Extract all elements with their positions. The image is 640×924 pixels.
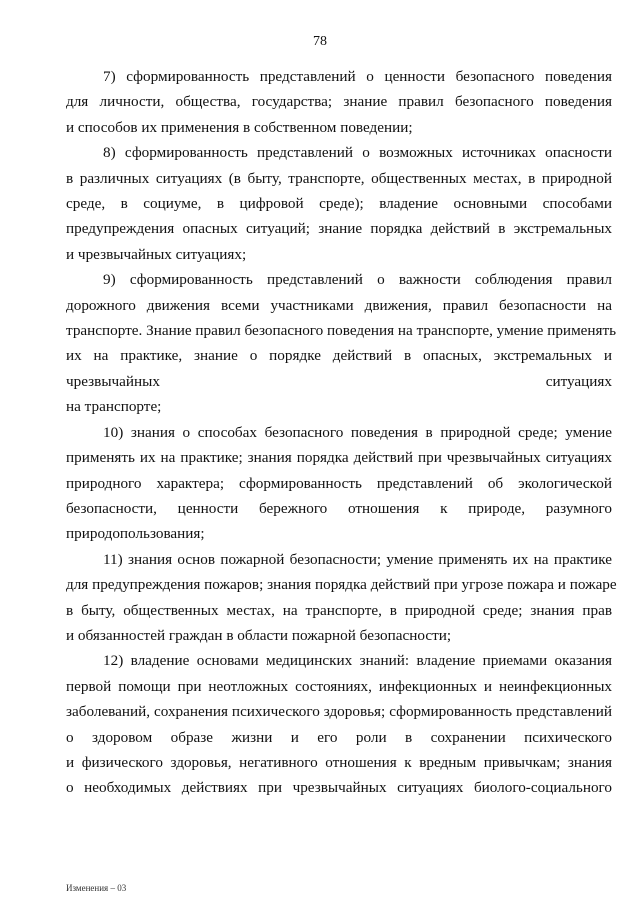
paragraph-9 bbox=[66, 267, 617, 419]
text-line: предупреждения опасных ситуаций; знание порядка действий в экстремальных bbox=[66, 220, 612, 238]
text-line: 11) знания основ пожарной безопасности; умение применять их на практике bbox=[103, 550, 612, 568]
text-line: на транспорте; bbox=[66, 398, 162, 416]
text-line: природного характера; сформированность представлений об экологической bbox=[66, 474, 612, 492]
text-line: природопользования; bbox=[66, 525, 205, 543]
paragraph-7 bbox=[66, 64, 612, 140]
text-line: 7) сформированность представлений о ценности безопасного поведения bbox=[103, 68, 612, 85]
page-footer: Изменения – 03 bbox=[66, 883, 127, 893]
text-line: о здоровом образе жизни и его роли в сохранении психического bbox=[66, 728, 612, 746]
text-line: и физического здоровья, негативного отношения к вредным привычкам; знания bbox=[66, 753, 612, 771]
text-line: чрезвычайных ситуациях bbox=[66, 372, 612, 390]
paragraph-10 bbox=[66, 420, 612, 547]
text-line: заболеваний, сохранения психического здоровья; сформированность представлений bbox=[66, 703, 612, 721]
text-line: в различных ситуациях (в быту, транспорте, общественных местах, в природной bbox=[66, 169, 612, 187]
text-line: безопасности, ценности бережного отношения к природе, разумного bbox=[66, 499, 612, 517]
text-line: первой помощи при неотложных состояниях, инфекционных и неинфекционных bbox=[66, 677, 612, 695]
text-line: о необходимых действиях при чрезвычайных ситуациях биолого-социального bbox=[66, 779, 612, 797]
text-line: и способов их применения в собственном поведении; bbox=[66, 118, 413, 136]
paragraph-12 bbox=[66, 648, 612, 800]
text-line: для предупреждения пожаров; знания порядка действий при угрозе пожара и пожаре bbox=[66, 576, 617, 594]
text-line: применять их на практике; знания порядка действий при чрезвычайных ситуациях bbox=[66, 449, 612, 467]
text-line: их на практике, знание о порядке действий в опасных, экстремальных и bbox=[66, 347, 612, 365]
page-number: 78 bbox=[313, 34, 327, 49]
document-body bbox=[66, 64, 617, 801]
text-line: 10) знания о способах безопасного поведения в природной среде; умение bbox=[103, 423, 612, 441]
text-line: дорожного движения всеми участниками движения, правил безопасности на bbox=[66, 296, 612, 314]
paragraph-8 bbox=[66, 140, 612, 267]
text-line: 8) сформированность представлений о возможных источниках опасности bbox=[103, 144, 612, 162]
text-line: транспорте. Знание правил безопасного поведения на транспорте, умение применять bbox=[66, 322, 617, 340]
text-line: среде, в социуме, в цифровой среде); владение основными способами bbox=[66, 195, 612, 213]
text-line: для личности, общества, государства; знание правил безопасного поведения bbox=[66, 93, 612, 111]
text-line: 12) владение основами медицинских знаний: владение приемами оказания bbox=[103, 652, 612, 670]
text-line: 9) сформированность представлений о важности соблюдения правил bbox=[103, 271, 612, 289]
paragraph-11 bbox=[66, 547, 617, 649]
text-line: в быту, общественных местах, на транспорте, в природной среде; знания прав bbox=[66, 601, 612, 619]
text-line: и чрезвычайных ситуациях; bbox=[66, 245, 247, 263]
text-line: и обязанностей граждан в области пожарной безопасности; bbox=[66, 626, 452, 644]
